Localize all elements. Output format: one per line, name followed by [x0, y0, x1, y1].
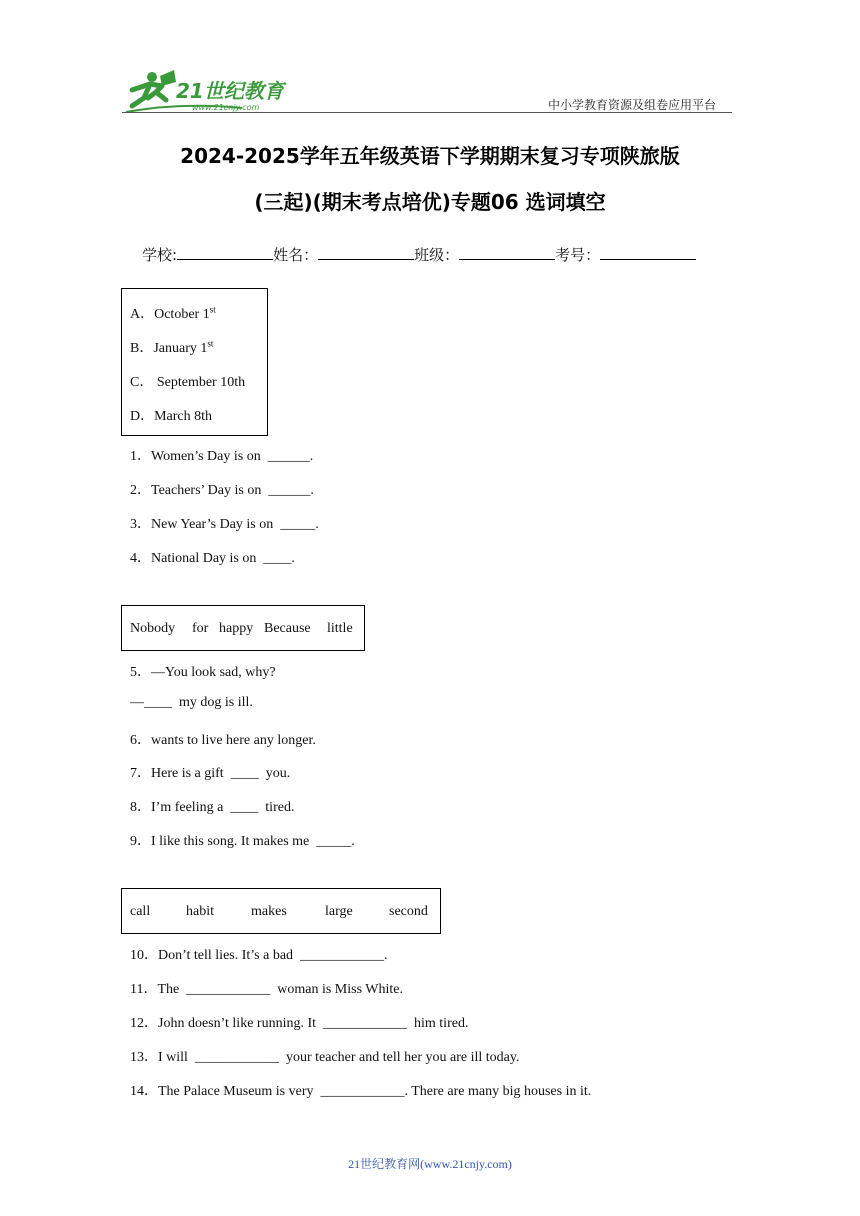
exam-number-label: 考号：	[555, 246, 601, 264]
word-bank-item: habit	[186, 904, 214, 919]
class-label: 班级：	[414, 246, 460, 264]
site-logo	[122, 68, 292, 116]
options-box-dates	[121, 288, 268, 436]
name-label: 姓名：	[273, 246, 319, 264]
question-2: 2．Teachers’ Day is on ______.	[130, 483, 314, 498]
option-d: D．March 8th	[130, 409, 213, 424]
word-bank-item: second	[389, 904, 428, 919]
name-blank[interactable]	[318, 245, 414, 260]
page-title-line1: 2024-2025学年五年级英语下学期期末复习专项陕旅版	[180, 144, 680, 168]
word-bank-item: for	[192, 621, 209, 636]
class-blank[interactable]	[459, 245, 555, 260]
question-14: 14．The Palace Museum is very ____________. There are many big houses in it.	[130, 1084, 592, 1099]
word-bank-item: Because	[264, 621, 311, 636]
question-5: 5．—You look sad, why?	[130, 665, 276, 680]
page-title-line2: (三起)(期末考点培优)专题06 选词填空	[254, 190, 606, 214]
option-c: C． September 10th	[130, 375, 246, 390]
option-b: B．January 1st	[130, 338, 214, 356]
word-bank-box-2	[121, 605, 365, 651]
footer-link[interactable]: 21世纪教育网(www.21cnjy.com)	[348, 1157, 512, 1171]
school-label: 学校:	[142, 246, 178, 264]
student-info-line	[142, 244, 696, 265]
logo-text: 21世纪教育	[176, 79, 284, 103]
question-5-answer: —____ my dog is ill.	[130, 695, 253, 710]
word-bank-item: call	[130, 904, 151, 919]
question-4: 4．National Day is on ____.	[130, 551, 295, 566]
header-divider	[122, 112, 732, 113]
platform-name: 中小学教育资源及组卷应用平台	[548, 98, 717, 112]
question-1: 1．Women’s Day is on ______.	[130, 449, 314, 464]
question-10: 10．Don’t tell lies. It’s a bad ____________.	[130, 948, 388, 963]
school-blank[interactable]	[177, 245, 273, 260]
question-7: 7．Here is a gift ____ you.	[130, 766, 291, 781]
question-6: 6．wants to live here any longer.	[130, 733, 316, 748]
question-13: 13．I will ____________ your teacher and tell her you are ill today.	[130, 1050, 520, 1065]
question-12: 12．John doesn’t like running. It ____________ him tired.	[130, 1016, 469, 1031]
logo-url-text: www.21cnjy.com	[192, 103, 260, 112]
exam-number-blank[interactable]	[600, 245, 696, 260]
word-bank-item: Nobody	[130, 621, 176, 636]
option-a: A．October 1st	[130, 304, 216, 322]
word-bank-box-3	[121, 888, 441, 934]
word-bank-item: large	[325, 904, 353, 919]
word-bank-item: happy	[219, 621, 254, 636]
question-11: 11．The ____________ woman is Miss White.	[130, 982, 403, 997]
word-bank-item: little	[327, 621, 353, 636]
question-9: 9．I like this song. It makes me _____.	[130, 834, 355, 849]
word-bank-item: makes	[251, 904, 287, 919]
question-3: 3．New Year’s Day is on _____.	[130, 517, 319, 532]
question-8: 8．I’m feeling a ____ tired.	[130, 800, 295, 815]
